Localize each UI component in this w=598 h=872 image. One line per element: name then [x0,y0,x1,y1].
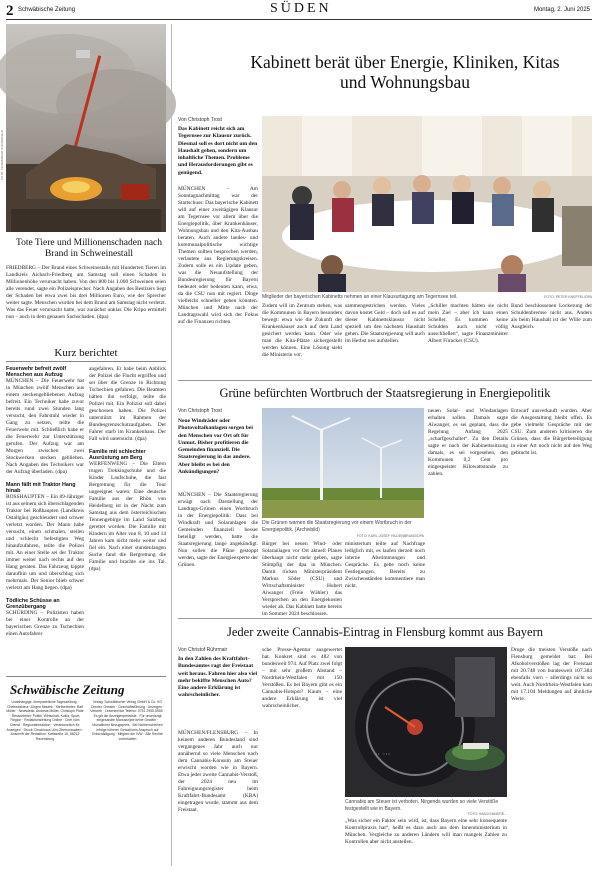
wind-lead: Neue Windräder oder Photovoltaikanlagen sorgen bei den Menschen vor Ort oft für Unmut. Bisher profitieren die Gemeinden finanziell. Die Staatsregierung in das andere. Aber bleibt es bei den Ankündigungen? [178,418,253,475]
wind-photo [262,408,424,518]
story-divider [178,380,592,381]
issue-date: Montag, 2. Juni 2025 [533,7,590,13]
kurz-item-body: ROSSHAUPTEN – Ein 89-Jähriger ist aus seinem sich überschlagenden Traktor bei Roßhaupten (Landkreis Ostallgäu) geschleudert und schwer verletzt worden. Der Mann habe versucht, einen schmalen, steilen und schlecht befestigten Weg hinaufzufahren, teilte die Polizei mit. An einer Stelle sei der Traktor immer weiter nach rechts auf den Hang geraten. Das Fahrzeug kippte daraufhin um und überschlug sich mehrmals. Der Senior blieb schwer verletzt am Hang liegen. (dpa) [6,494,84,592]
kurz-col2-body: angefahren. Er habe beim Anblick der Polizei die Flucht ergriffen und sei über die Grenze in Richtung Tschechien gefahren. Die Beamten hätten ihn verfolgt, teilte die Polizei mit. Ein Polizist soll dabei geschossen haben. Die Polizei unterstützt im Rahmen der Bundesgrenzschutzaufgaben. Der Fahrer starb im Krankenhaus. Der Fall wird untersucht. (dpa) [89,366,166,443]
wind-body-col3: ministerium teilte auf Nachfrage lediglich mit, es laufen derzeit noch interne Abstimmungen und Gespräche. Es gebe noch keine Festlegungen. Bereits zu Zwischenständen kommentiere man nicht. [345,541,425,590]
wind-photo-credit: FOTO: KARL-JOSEF HILDENBRAND/DPA [356,534,424,538]
cabinet-photo-caption: Mitglieder der bayerischen Kabinetts nehmen an einer Klausurtagung am Tegernsee teil. [262,294,458,300]
kurz-item-body: MÜNCHEN – Die Feuerwehr hat in München zwölf Menschen aus einem steckengebliebenen Aufzug befreit. Ein Techniker habe zuvor bereits rund zwei Stunden lang versucht, den Fahrstuhl wieder in Gang zu setzen, teilte die Feuerwehr mit. Schließlich habe er die Feuerwehr zur Unterstützung gerufen. Der Aufzug war am Morgen zwischen zwei Stockwerken stecken geblieben. Nach Angaben des Technikers war der Aufzug überladen. (dpa) [6,378,84,476]
page-number: 2 [6,3,14,19]
kurz-item-body: SCHÜRDING – Polizisten haben bei einer Kontrolle an der bayerischen Grenze zu Tschechien einen Autofahrer [6,610,84,638]
svg-text:·· ···: ·· ··· [375,750,391,759]
wind-body-col4: neuen Solar- und Windanlagen erhalten sollen. Damals sagte Aiwanger, es sei geplant, dass die Regelung Anfang 2025 „scharfgeschaltet“. Zu den Details sagte er nach der Kabinettssitzung damals, es sei vorgesehen, den Kommunen 0,2 Cent pro eingespeister Kilowattstunde zu zahlen. [428,408,508,478]
cabinet-body-col3: sammengestrichen werden. Vieles davon kostet Geld – doch soll es auf dieser Kabinettsklausur nicht speziell um den nächsten Haushalt gehen. Die Staatsregierung will auch im Herbst neu aufstellen. [345,303,425,345]
cabinet-byline: Von Christoph Trost [178,117,222,123]
fire-headline: Tote Tiere und Millionenschaden nach Brand in Schweinestall [15,238,163,259]
cabinet-body-col2: Zudem will im Zentrum stehen, was die Kommunen in Bayern besonders bewegt: etwa wie die Zukunft der Krankenhäuser auch auf dem Land gesichert werden kann. Oder wie man die Kita-Plätze sichergestellt werden können. Eine Lösung sieht die Ministerin vor. [262,303,342,359]
cabinet-photo [262,116,592,292]
cabinet-lead: Das Kabinett reicht sich am Tegernsee zur Klausur zurück. Diesmal soll es dort nicht um den Haushalt gehen, sondern um inhaltliche Themen. Probleme und Herausforderungen gibt es genügend. [178,126,258,176]
paper-name: Schwäbische Zeitung [18,7,76,13]
cannabis-body-col3: „Was sicher ein Faktor sein wird, ist, dass Bayern eine sehr konsequente Kontrollpraxis hat“, heißt es dazu auch aus dem Innenministerium in München. Vergleiche zu anderen Ländern will man mangels Zahlen zu Kontrollen aber nicht anstellen. [345,818,507,846]
cabinet-body-col5: Bund beschlossenen Lockerung der Schuldenbremse nicht aus. Anders als beim Haushalt ist der Wille zum Ausgleich. [511,303,592,331]
story-divider [178,618,592,619]
kurz-item-title: Familie mit schlechter Ausrüstung am Berg [89,449,146,462]
impressum-right: Verlag: Schwäbischer Verlag GmbH & Co. KG Drexler, Gessler · Geschäftsführung · Anzeigen · Vertrieb · Leserservice Telefon: 0751 2955-5555 · Es gilt die Anzeigenpreisliste · Für unverlangt eingesandte Manuskripte keine Gewähr · Monatlicher Bezugspreis · Bei Nichterscheinen infolge höherer Gewalt kein Anspruch auf Entschädigung · Mitglied der IVW · Alle Rechte vorbehalten [90,700,165,741]
cannabis-headline: Jeder zweite Cannabis-Eintrag in Flensburg kommt aus Bayern [226,625,543,639]
cannabis-photo-credit: FOTO: IMAGO/ANDRE... [467,812,507,816]
fire-photo [6,24,166,232]
cabinet-photo-credit: FOTO: PETER KNEFFEL/DPA [544,295,592,299]
wind-body-col5: Entwurf ausverkauft wurden. Aber die Ausgestaltung bleibt offen. Es gebe vielmehr Gespräche mit der CSU. Zum anderen kritisieren die Grünen, dass die Bürgerbeteiligung in einer Art noch nicht auf den Weg gebracht ist. [511,408,592,457]
cannabis-photo-caption: Cannabis am Steuer ist verboten. Nirgends wurden so viele Verstöße festgestellt wie in Bayern. [345,799,499,812]
cannabis-byline: Von Christof Rührmair [178,647,228,653]
wind-body-col1: MÜNCHEN – Die Staatsregierung erwägt nach Darstellung der Landtags-Grünen einen Wortbruch in der Energiepolitik: Dass bei Windkraft und Solaranlagen die Gemeinden finanziell besser beteiligt werden, hatte die Staatsregierung lange angekündigt. Nun sollen die Pläne gestoppt werden, sagte der Energieexperte der Grünen. [178,492,258,569]
fire-body: FRIEDBERG – Der Brand eines Schweinestalls mit Hunderten Tieren im Landkreis Aichach-Friedberg am Samstag soll einen Schaden in Millionenhöhe verursacht haben. Von den 800 bis 1.000 Schweinen seien alle verendet, sagte ein Polizeisprecher. Nach Angaben des Bestizers liegt der Schaden bei etwa zwei bis drei Millionen Euro, wie der Sprecher weiter sagte. Menschen wurden bei dem Brand am Samstag nicht verletzt. Was das Feuer verursacht hatte, war zunächst unklar. Die Kripo ermittelt nun – auch in dem genauen Sachschaden. (dpa) [6,265,166,321]
cannabis-photo [345,647,507,797]
impressum-rule [6,676,166,677]
cannabis-body-col1: MÜNCHEN/FLENSBURG – In keinem anderen Bundesland sind vergangenes Jahr auch nur annähernd so viele Menschen nach dem Cannabis-Konsum am Steuer erwischt worden wie in Bayern. Etwa jeder zweite Cannabis-Verstoß, der 2024 neu im Fahreignungsregister beim Kraftfahrt-Bundesamt (KBA) eingetragen wurde, stammt aus dem Freistaat. [178,730,258,814]
wind-body-col2: Bürger bei neuen Wind- oder Solaranlagen vor Ort aktuell Planes überhaupt nicht mehr geben, sagte Stümpfig der dpa in München. Damit rücken Ministerpräsident Markus Söder (CSU) und Wirtschaftsminister Hubert Aiwanger (Freie Wähler) das Versprechen an den Energiekosten wieder ab. Das Kabinett hatte bereits im Sommer 2024 beschlossen. [262,541,342,618]
cannabis-lead: In den Zahlen des Kraftfahrt-Bundesamtes ragt der Freistaat weit heraus. Fahren hier also viel mehr bekiffte Menschen Auto? Eine andere Erklärung ist wahrscheinlicher. [178,656,258,699]
cabinet-body-col4: „Schiller machten hätten sie nicht mein Ziel – aber ich kann einen Scheller. Es kommen keine Schulden auch nicht völlig ausschließen“, sagte Finanzminister Albert Füracker (CSU). [428,303,508,345]
cabinet-body-col1: MÜNCHEN – Am Sonntagnachmittag war der Startschuss: Das bayerische Kabinett will auf einer zweitägigen Klausur am Tegernsee vor allem über die Energiepolitik, über Krankenhäuser, Wohnungsbau und den Kita-Ausbau beraten. Auch andere landes- und kommunalpolitische wichtige Themen sollten besprochen werden, verlautete aus Regierungskreisen. Zudem solle es ein Update geben, was die Neuaufstellung der Bundesregierung für Bayern bedeutet oder bedeuten kann, etwa, da die CSU nun mit regiert. Dinge vielleicht schneller gehen könnten. München und Mitte nach der Landtagswahl wird sich der Fokus auf die Finanzen richten. [178,186,258,326]
kurz-item-title: Tödliche Schüsse an Grenzübergang [6,598,60,611]
wind-byline: Von Christoph Trost [178,408,222,414]
column-divider [171,24,172,866]
cannabis-body-col2: sche Presse-Agentur ausgewertet hat. Konkret sind es 482 von bundesweit 974. Auf Platz zwei folgt – mit sehr großem Abstand – Nordrhein-Westfalen mit 150 Verstößen. Es bei Bayern gibt es ein Cannabis-Hotspot? Kaum – eine andere Erklärung ist viel wahrscheinlicher. [262,647,342,710]
wind-headline: Grüne befürchten Wortbruch der Staatsregierung in Energiepolitik [219,386,551,400]
header-rule [6,19,592,20]
wind-photo-caption: Die Grünen warnen die Staatsregierung vor einem Wortbruch in der Energiepolitik. (Archivbild) [262,520,412,533]
cannabis-body-col4: Droge die meisten Verstöße nach Flensburg gemeldet hat: Bei Alkoholverstößen lag der Freistaat mit 20.748 von bundesweit 107.384 ebenfalls vorn – allerdings nicht so weit. Auch Nordrhein-Westfalen kam mit 17.104 Meldungen auf ähnliche Werte. [511,647,592,703]
kurz-item-title: Feuerwehr befreit zwölf Menschen aus Aufzug [6,366,67,378]
kurz-item-body: WERFENWENG – Die Eltern trugen Trekkingschuhe und die Kinder Laufschuhe, die fast Bergrettung für die Tour ungeeignet waren: Eine deutsche Familie aus der Rhön von Heidelberg ist in der Nacht zum Samstag aus dem österreichischen Tennengebirge im Land Salzburg gerettet worden. Die Familie mit Kindern im Alter von 8, 10 und 14 Jahren kam nicht mehr weiter und fiel ein. Nach einer stundenlangen Suche fand die Bergrettung die Familie und brachte sie ins Tal. (dpa) [89,461,166,573]
section-title: SÜDEN [270,1,332,16]
fire-photo-credit: FOTO: FEUERWEHR STEUERFELD [0,130,4,180]
kurz-berichtet-title: Kurz berichtet [54,347,118,359]
newspaper-logo: Schwäbische Zeitung [10,682,125,697]
cabinet-headline: Kabinett berät über Energie, Kliniken, Kitas und Wohnungsbau [250,52,560,93]
impressum-left: Unabhängige, überparteiliche Tageszeitung · Chefredakteur: Jürgen Mladek · Stellvertreter: Ralf Müller · Newsdesk: Andreas Müller, Christoph Plate · Ressortleiter: Politik, Wirtschaft, Kultur, Sport, Region · Redaktionsleitung Online · Chef vom Dienst · Regionalredaktion · Verantwortlich für Anzeigen · Druck: Druckhaus Ulm-Oberschwaben · Anschrift der Redaktion: Karlstraße 16, 88212 Ravensburg [6,700,84,741]
kurz-rule [6,361,166,362]
kurz-item-title: Mann fällt mit Traktor Hang hinab [6,482,76,495]
